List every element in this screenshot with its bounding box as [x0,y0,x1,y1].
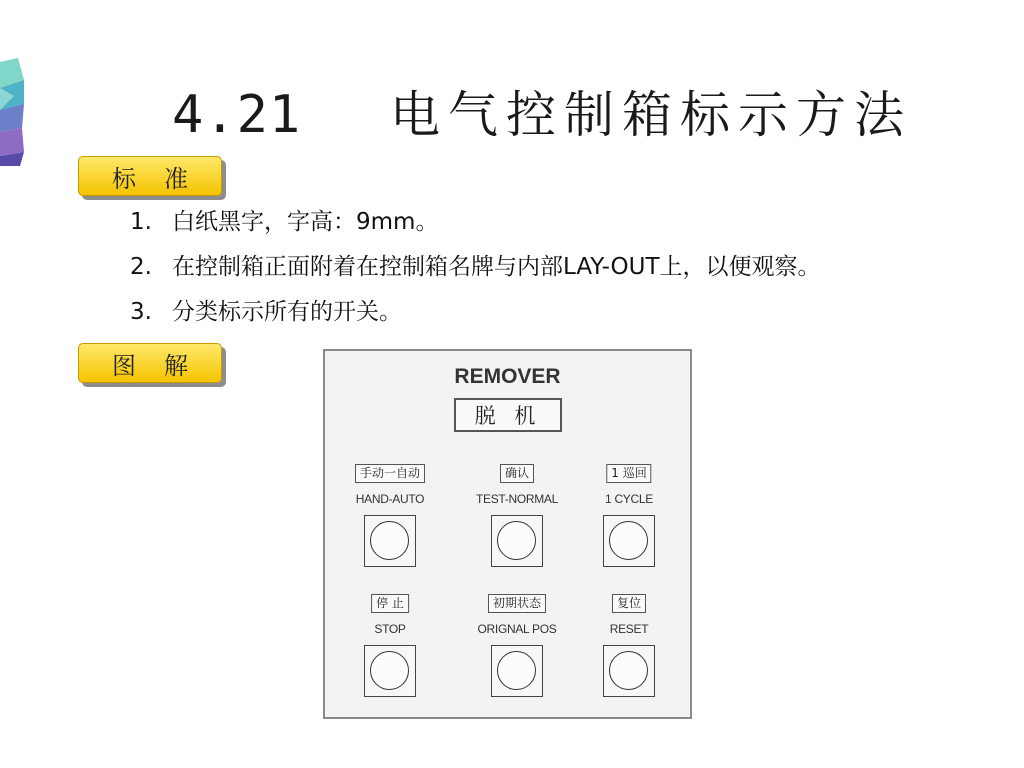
push-button-icon [364,515,416,567]
control-cn-label: 确认 [500,464,534,483]
panel-subtitle: 脱 机 [454,398,562,432]
item-text: 白纸黑字，字高：9mm。 [172,209,439,235]
control-cn-label: 停 止 [371,594,409,613]
control-en-label: 1 CYCLE [605,492,653,506]
control-cn-label: 复位 [612,594,646,613]
item-number: 1. [130,209,152,235]
push-button-icon [491,515,543,567]
control-en-label: HAND-AUTO [355,492,425,506]
control-panel-diagram [323,349,692,719]
list-item [130,200,821,245]
list-item [130,245,821,290]
standard-badge: 标准 [78,156,222,196]
panel-title: REMOVER [454,365,561,388]
item-number: 3. [130,299,152,325]
diagram-badge: 图解 [78,343,222,383]
control-en-label: TEST-NORMAL [475,492,559,506]
list-item [130,290,821,335]
control-cn-label: 1 巡回 [606,464,651,483]
title-text: 电气控制箱标示方法 [390,86,912,144]
push-button-icon [491,645,543,697]
control-en-label: STOP [374,622,406,636]
title-number: 4.21 [172,85,302,145]
push-button-icon [364,645,416,697]
item-text: 在控制箱正面附着在控制箱名牌与内部LAY-OUT上，以便观察。 [172,254,821,280]
push-button-icon [603,645,655,697]
page-title [0,80,1024,150]
standard-list [130,200,821,335]
item-text: 分类标示所有的开关。 [172,299,402,325]
control-cn-label: 手动一自动 [355,464,425,483]
control-en-label: RESET [609,622,649,636]
control-cn-label: 初期状态 [488,594,546,613]
item-number: 2. [130,254,152,280]
push-button-icon [603,515,655,567]
control-en-label: ORIGNAL POS [477,622,557,636]
